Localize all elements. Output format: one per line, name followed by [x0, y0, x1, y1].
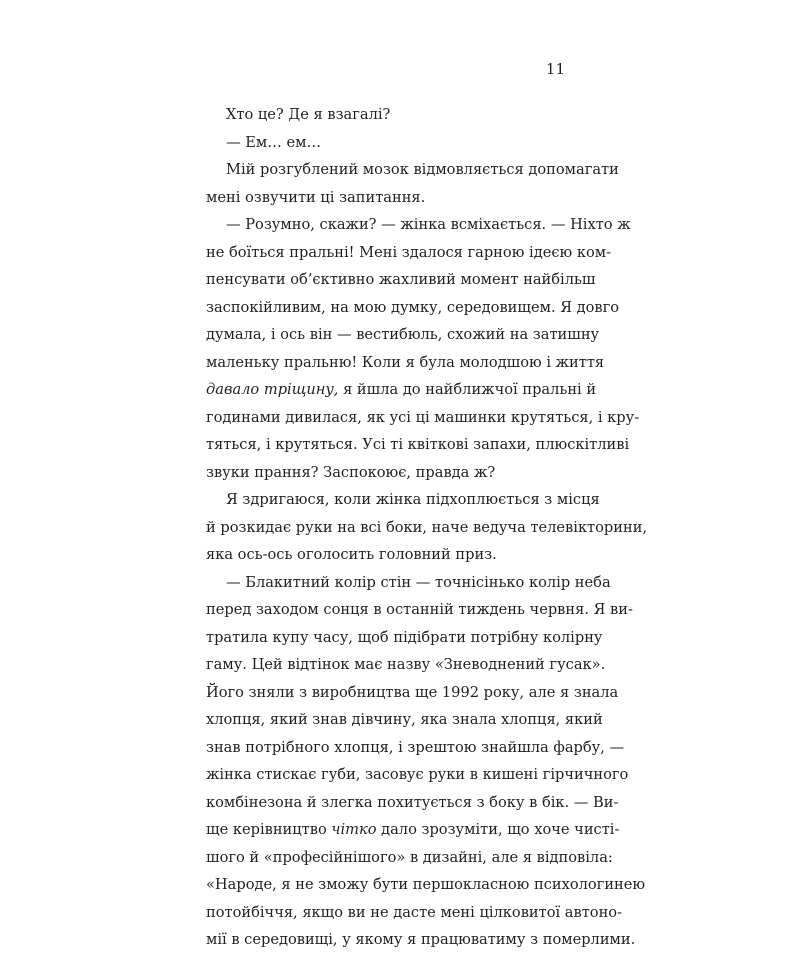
- text-line: комбінезона й злегка похитується з боку в бік. — Ви-: [206, 793, 619, 811]
- text-line: заспокійливим, на мою думку, середовищем. Я довго: [206, 298, 620, 316]
- text-line: шого й «професійнішого» в дизайні, але я відповіла:: [206, 848, 613, 866]
- body-text: [206, 101, 648, 954]
- text-line: тяться, і крутяться. Усі ті квіткові запахи, плюскітливі: [206, 436, 630, 453]
- text-line: мені озвучити ці запитання.: [206, 188, 426, 206]
- text-line: Я здригаюся, коли жінка підхоплюється з місця: [226, 491, 600, 508]
- text-line: гаму. Цей відтінок має назву «Зневоднений гусак».: [206, 656, 606, 673]
- text-line: яка ось-ось оголосить головний приз.: [206, 546, 497, 563]
- text-line: хлопця, який знав дівчину, яка знала хлопця, який: [206, 711, 603, 728]
- text-line: й розкидає руки на всі боки, наче ведуча телевікторини,: [206, 518, 648, 536]
- italic-text: чітко: [331, 821, 377, 838]
- text-line: Хто це? Де я взагалі?: [226, 106, 391, 123]
- text-line: Його зняли з виробництва ще 1992 року, але я знала: [206, 683, 619, 701]
- text-line: — Розумно, скажи? — жінка всміхається. — Ніхто ж: [226, 216, 631, 233]
- text-segment: ще керівництво: [206, 821, 332, 838]
- text-line: думала, і ось він — вестибюль, схожий на затишну: [206, 326, 600, 343]
- text-line: маленьку пральню! Коли я була молодшою і життя: [206, 353, 605, 371]
- text-line: перед заходом сонця в останній тиждень червня. Я ви-: [206, 601, 633, 618]
- text-line: звуки прання? Заспокоює, правда ж?: [206, 463, 496, 481]
- text-line: не боїться пральні! Мені здалося гарною ідеєю ком-: [206, 243, 612, 261]
- text-line: — Блакитний колір стін — точнісінько колір неба: [226, 573, 611, 591]
- italic-text: давало тріщину,: [206, 381, 339, 398]
- text-segment: дало зрозуміти, що хоче чисті-: [376, 821, 620, 838]
- page-number: 11: [545, 60, 565, 78]
- text-line: жінка стискає губи, засовує руки в кишені гірчичного: [206, 766, 629, 783]
- text-line: пенсувати об’єктивно жахливий момент найбільш: [206, 271, 596, 288]
- text-line: потойбіччя, якщо ви не дасте мені цілковитої автоно-: [206, 903, 623, 921]
- text-line: знав потрібного хлопця, і зрештою знайшла фарбу, —: [206, 738, 625, 756]
- text-line: — Ем… ем…: [226, 133, 322, 151]
- text-line: тратила купу часу, щоб підібрати потрібну колірну: [206, 628, 603, 646]
- text-line: [206, 816, 620, 844]
- text-line: «Народе, я не зможу бути першокласною психологинею: [206, 876, 646, 893]
- text-line: мії в середовищі, у якому я працюватиму з померлими.: [206, 931, 636, 948]
- text-segment: я йшла до найближчої пральні й: [338, 381, 597, 398]
- text-line: Мій розгублений мозок відмовляється допомагати: [226, 161, 619, 178]
- text-line: [206, 376, 597, 404]
- text-line: годинами дивилася, як усі ці машинки крутяться, і кру-: [206, 408, 640, 426]
